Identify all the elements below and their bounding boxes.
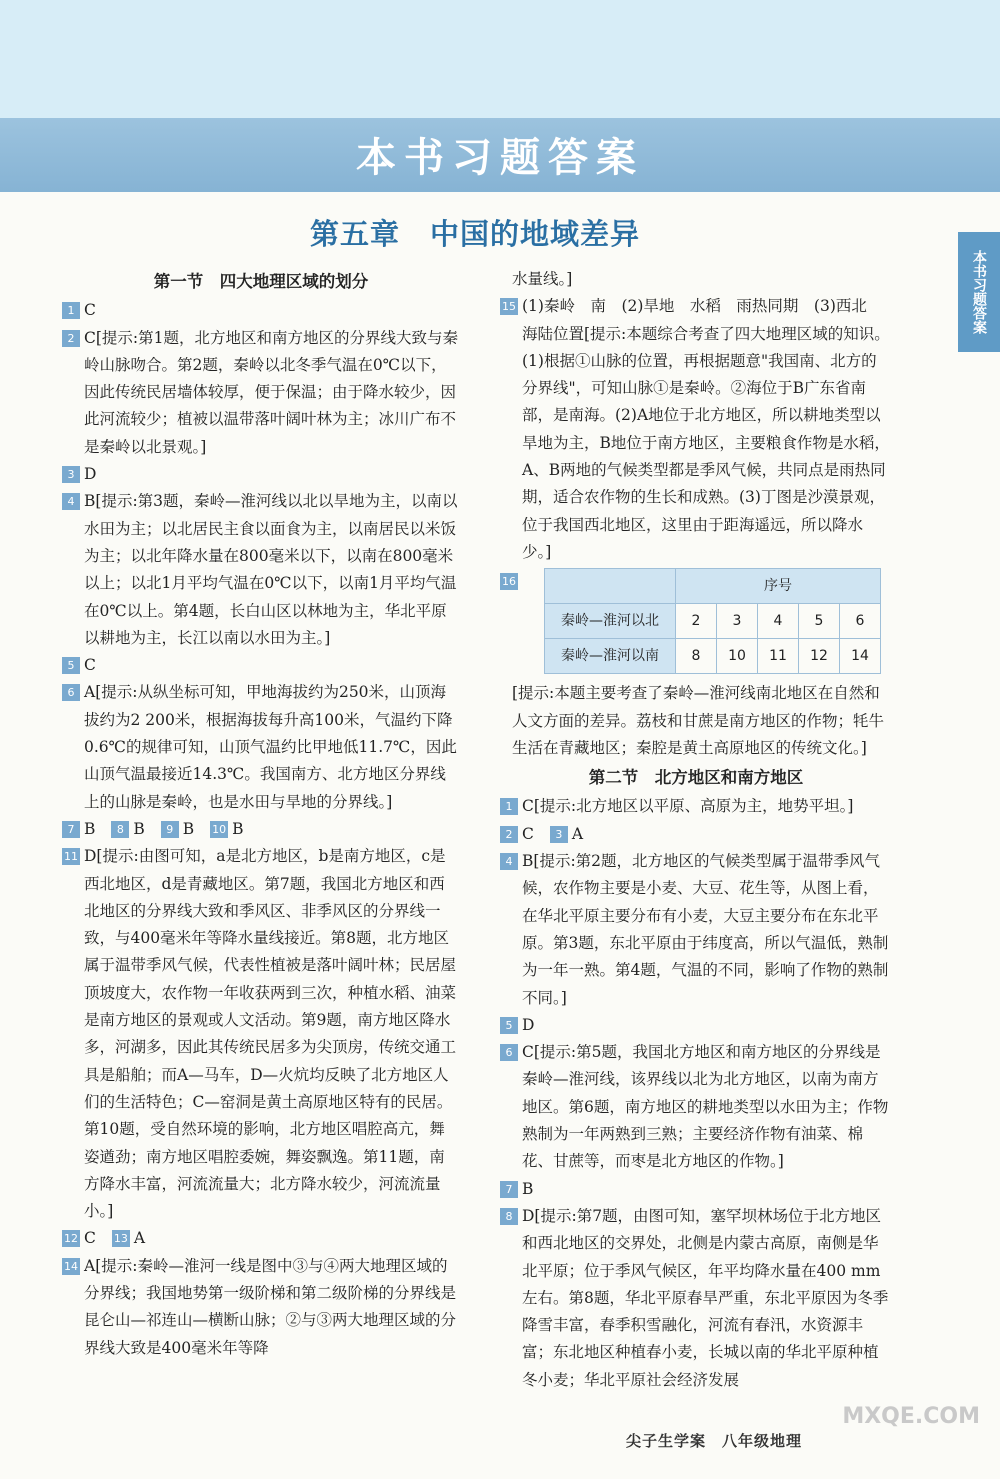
- table-corner: [545, 569, 676, 604]
- answer-item: [112, 1225, 145, 1252]
- question-number: 2: [500, 826, 518, 843]
- question-number: 12: [64, 1232, 78, 1246]
- table-cell: 3: [717, 604, 758, 639]
- question-number: 7: [62, 821, 80, 838]
- table-header: 序号: [676, 569, 881, 604]
- question-number: 10: [212, 822, 227, 836]
- page-footer: 尖子生学案 八年级地理: [626, 1432, 803, 1450]
- answer-text: C[提示:北方地区以平原、高原为主，地势平坦。]: [522, 797, 854, 816]
- table-row-label: 秦岭—淮河以北: [545, 604, 676, 639]
- answer-item: [500, 1012, 892, 1039]
- answer-item: [62, 461, 460, 488]
- answer-item: [62, 679, 460, 815]
- answer-item: [500, 1039, 892, 1175]
- table-row-label: 秦岭—淮河以南: [545, 639, 676, 674]
- answer-text: C: [84, 1229, 96, 1248]
- table-cell: 2: [676, 604, 717, 639]
- answer-text: A[提示:秦岭—淮河一线是图中③与④两大地理区域的分界线；我国地势第一级阶梯和第二级阶梯的分界线是昆仑山—祁连山—横断山脉；②与③两大地理区域的分界线大致是400毫米年等降: [84, 1256, 457, 1357]
- answer-text: B: [182, 819, 195, 838]
- answer-item: [62, 488, 460, 652]
- chapter-title: 第五章 中国的地域差异: [309, 217, 640, 251]
- question-number: 3: [550, 826, 568, 843]
- answer-item: [62, 843, 460, 1225]
- answer-text: B: [133, 819, 145, 838]
- answer-item: [62, 1225, 96, 1252]
- question-number: 15: [502, 300, 516, 314]
- question-number: 8: [500, 1208, 518, 1225]
- question-number: 13: [113, 1232, 128, 1246]
- answer-item: [62, 816, 95, 843]
- continued-text: 水量线。]: [512, 270, 573, 288]
- answer-item: [500, 568, 892, 674]
- answer-text: A[提示:从纵坐标可知，甲地海拔约为250米，山顶海拔约为2 200米，根据海拔每升高100米，气温约下降0.6℃的规律可知，山顶气温约比甲地低11.7℃，因此山顶气温最接近14.3℃。我国南方、北方地区分界线上的山脉是秦岭，也是水田与旱地的分界线。]: [84, 683, 457, 811]
- answer-text: A: [133, 1229, 146, 1248]
- side-tab: 本书习题答案: [958, 232, 1000, 352]
- answer-text: B: [522, 1179, 534, 1198]
- answer-item: [62, 297, 460, 324]
- answer-text: C: [84, 656, 96, 675]
- answer-item: [62, 325, 460, 461]
- question-number: 3: [62, 466, 80, 483]
- question-number: 8: [111, 821, 129, 838]
- question-number: 4: [500, 853, 518, 870]
- answer-text: B[提示:第2题，北方地区的气候类型属于温带季风气候，农作物主要是小麦、大豆、花生等，从图上看，在华北平原主要分布有小麦，大豆主要分布在东北平原。第3题，东北平原由于纬度高，所以气温低，熟制为一年一熟。第4题，气温的不同，影响了作物的熟制不同。]: [522, 852, 889, 1007]
- answer-text: D: [522, 1015, 535, 1034]
- question-number: 5: [500, 1017, 518, 1034]
- answer-text: (1)秦岭 南 (2)旱地 水稻 雨热同期 (3)西北 海陆位置[提示:本题综合考查了四大地理区域的知识。(1)根据①山脉的位置，再根据题意"我国南、北方的分界线"，可知山脉①是秦岭。②海位于B广东省南部，是南海。(2)A地位于北方地区，所以耕地类型以旱地为主，B地位于南方地区，主要粮食作物是水稻，A、B两地的气候类型都是季风气候，共同点是雨热同期，适合农作物的生长和成熟。(3)丁图是沙漠景观，位于我国西北地区，这里由于距海遥远，所以降水少。]: [522, 297, 890, 561]
- answer-text: A: [571, 824, 584, 843]
- answer-text: C[提示:第5题，我国北方地区和南方地区的分界线是秦岭—淮河线，该界线以北为北方地区，以南为南方地区。第6题，南方地区的耕地类型以水田为主；作物熟制为一年两熟到三熟；主要经济作物有油菜、棉花、甘蔗等，而枣是北方地区的作物。]: [522, 1043, 889, 1171]
- answer-item: [500, 848, 892, 1012]
- answer-item: [62, 1253, 460, 1362]
- answer-text: D[提示:由图可知，a是北方地区，b是南方地区，c是西北地区，d是青藏地区。第7题，我国北方地区和西北地区的分界线大致和季风区、非季风区的分界线一致，与400毫米年等降水量线接近。第8题，北方地区属于温带季风气候，代表性植被是落叶阔叶林；民居屋顶坡度大，农作物一年收获两到三次，种植水稻、油菜是南方地区的景观或人文活动。第9题，南方地区降水多，河湖多，因此其传统民居多为尖顶房，传统交通工具是船舶；而A—马车，D—火炕均反映了北方地区人们的生活特色；C—窑洞是黄土高原地区特有的民居。第10题，受自然环境的影响，北方地区唱腔高亢，舞姿遒劲；南方地区唱腔委婉，舞姿飘逸。第11题，南方降水丰富，河流流量大；北方降水较少，河流流量小。]: [84, 847, 457, 1221]
- table-cell: 6: [840, 604, 881, 639]
- book-title: 本书习题答案: [356, 135, 644, 181]
- answer-item: [500, 793, 892, 820]
- table-cell: 14: [840, 639, 881, 674]
- answer-item: [500, 1203, 892, 1394]
- table-cell: 12: [799, 639, 840, 674]
- question-number: 4: [62, 493, 80, 510]
- answer-text: C[提示:第1题，北方地区和南方地区的分界线大致与秦岭山脉吻合。第2题，秦岭以北冬季气温在0℃以下，因此传统民居墙体较厚，便于保温；由于降水较少，因此河流较少；植被以温带落叶阔叶林为主；冰川广布不是秦岭以北景观。]: [84, 328, 458, 456]
- section-heading: 第一节 四大地理区域的划分: [153, 272, 369, 291]
- left-column: [62, 266, 460, 1362]
- answer-text: B: [232, 819, 244, 838]
- answer-table: [544, 568, 881, 674]
- watermark: MXQE.COM: [842, 1404, 980, 1429]
- question-number: 1: [62, 302, 80, 319]
- answer-text: D: [84, 465, 97, 484]
- table-cell: 10: [717, 639, 758, 674]
- question-number: 7: [500, 1181, 518, 1198]
- table-cell: 4: [758, 604, 799, 639]
- top-color-band: [0, 0, 1000, 118]
- question-number: 6: [62, 684, 80, 701]
- answer-item: [500, 821, 534, 848]
- answer-item: [550, 821, 583, 848]
- answer-text: C: [522, 824, 534, 843]
- table-cell: 11: [758, 639, 799, 674]
- question-number: 16: [502, 575, 516, 589]
- section-heading: 第二节 北方地区和南方地区: [588, 768, 804, 788]
- answer-text: B[提示:第3题，秦岭—淮河线以北以旱地为主，以南以水田为主；以北居民主食以面食为主，以南居民以米饭为主；以北年降水量在800毫米以下，以南在800毫米以上；以北1月平均气温在0℃以下，以南1月平均气温在0℃以上。第4题，长白山区以林地为主，华北平原以耕地为主，长江以南以水田为主。]: [84, 492, 458, 647]
- answer-note: [提示:本题主要考查了秦岭—淮河线南北地区在自然和人文方面的差异。荔枝和甘蔗是南方地区的作物；牦牛生活在青藏地区；秦腔是黄土高原地区的传统文化。]: [512, 684, 885, 757]
- answer-text: B: [84, 819, 96, 838]
- right-column: [500, 266, 892, 1394]
- question-number: 6: [500, 1044, 518, 1061]
- answer-item: [111, 816, 144, 843]
- answer-text: C: [84, 301, 96, 320]
- question-number: 11: [64, 850, 78, 864]
- question-number: 9: [161, 821, 179, 838]
- question-number: 14: [64, 1259, 78, 1273]
- question-number: 1: [500, 798, 518, 815]
- answer-item: [500, 293, 892, 566]
- question-number: 5: [62, 657, 80, 674]
- answer-item: [62, 652, 460, 679]
- answer-item: [161, 816, 194, 843]
- answer-item: [500, 1176, 892, 1203]
- table-cell: 5: [799, 604, 840, 639]
- answer-text: D[提示:第7题，由图可知，塞罕坝林场位于北方地区和西北地区的交界处，北侧是内蒙古高原，南侧是华北平原；位于季风气候区，年平均降水量在400 mm左右。第8题，华北平原春旱严重，东北平原因为冬季降雪丰富，春季积雪融化，河流有春汛，水资源丰富；东北地区种植春小麦，长城以南的华北平原种植冬小麦；华北平原社会经济发展: [522, 1206, 889, 1389]
- question-number: 2: [62, 330, 80, 347]
- answer-item: [210, 816, 243, 843]
- table-cell: 8: [676, 639, 717, 674]
